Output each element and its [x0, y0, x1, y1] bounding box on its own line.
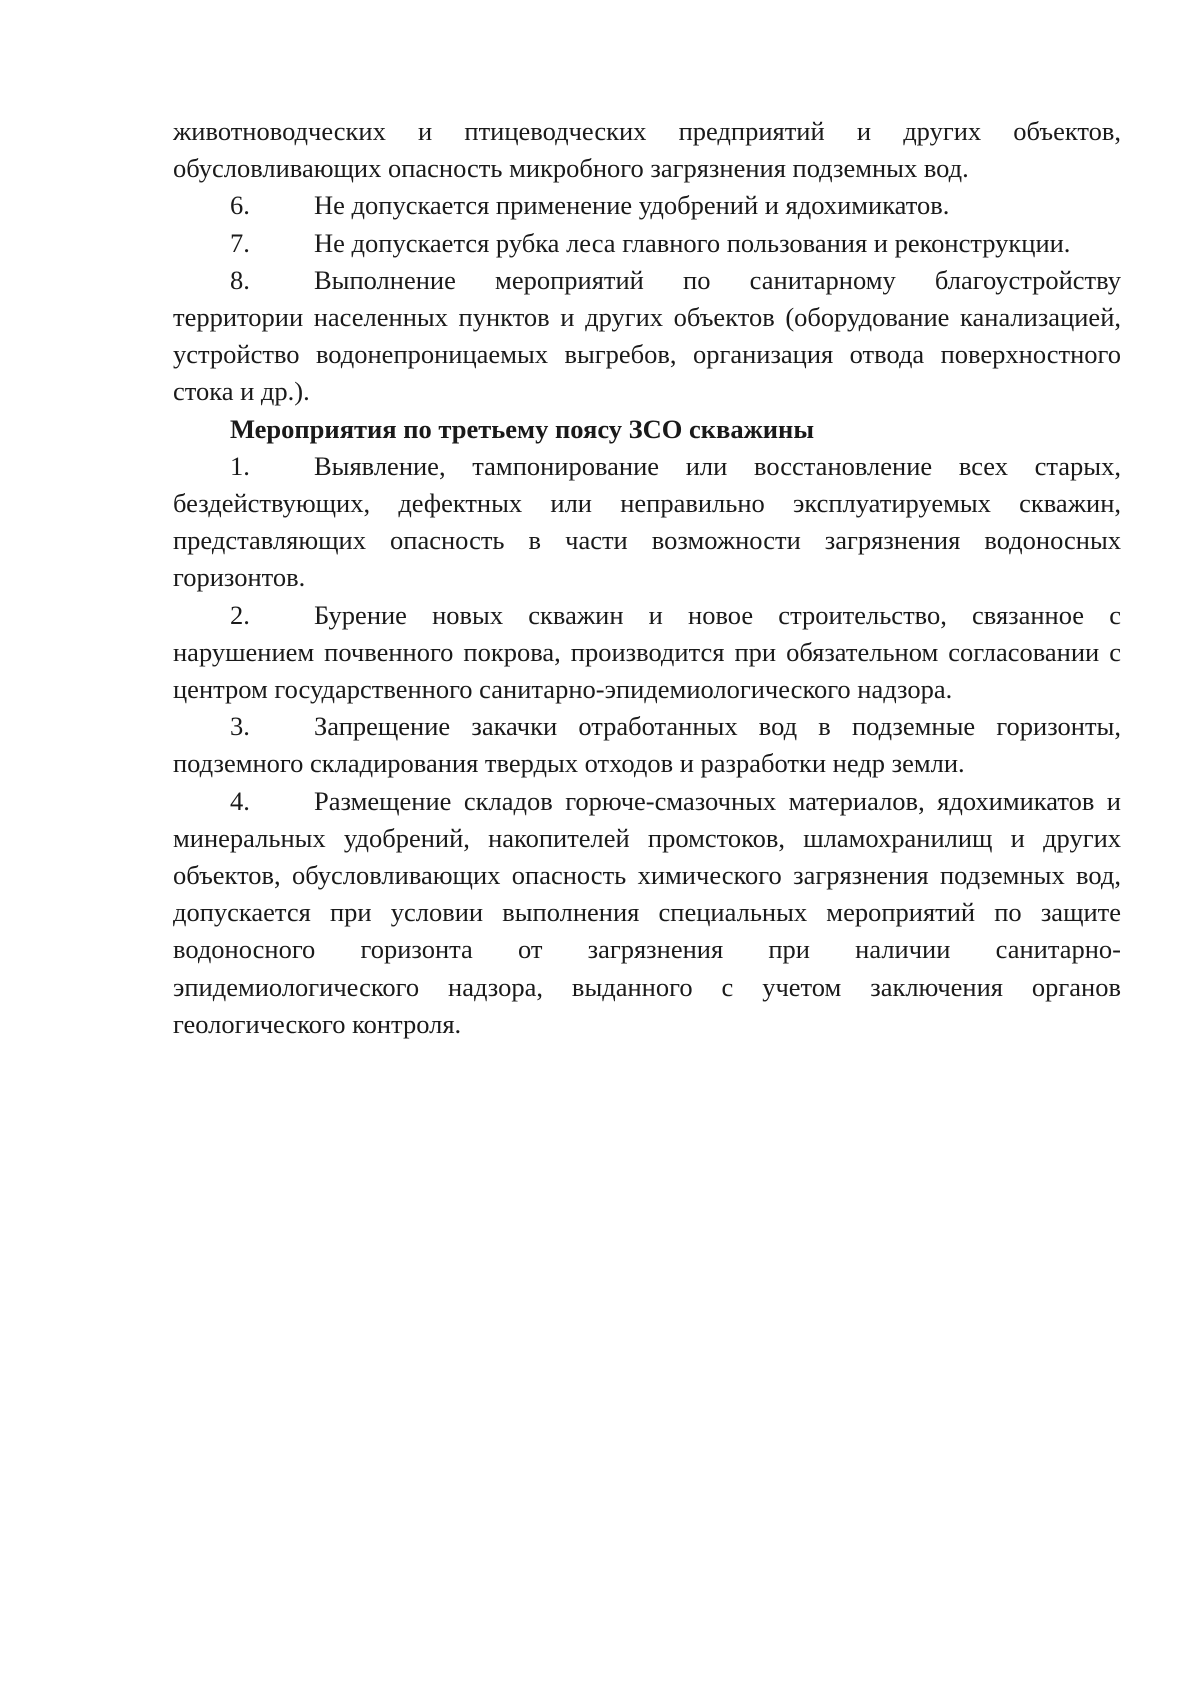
- list-item-number: 2.: [230, 599, 250, 630]
- list-item-2: [173, 597, 1121, 709]
- list-item-number: 4.: [230, 785, 250, 816]
- list-item-4: [173, 783, 1121, 1043]
- list-item-text: Размещение складов горюче-смазочных материалов, ядохимикатов и минеральных удобрений, накопителей промстоков, шламохранилищ и других объектов, обусловливающих опасность химического загрязнения подземных вод, допускается при условии выполнения специальных мероприятий по защите водоносного горизонта от загрязнения при наличии санитарно-эпидемиологического надзора, выданного с учетом заключения органов геологического контроля.: [173, 785, 1121, 1039]
- list-item-text: Выявление, тампонирование или восстановление всех старых, бездействующих, дефектных или неправильно эксплуатируемых скважин, представляющих опасность в части возможности загрязнения водоносных горизонтов.: [173, 450, 1121, 593]
- list-item-text: Выполнение мероприятий по санитарному благоустройству территории населенных пунктов и других объектов (оборудование канализацией, устройство водонепроницаемых выгребов, организация отвода поверхностного стока и др.).: [173, 264, 1121, 407]
- list-item-7: [173, 225, 1121, 262]
- list-item-text: Не допускается рубка леса главного пользования и реконструкции.: [314, 227, 1071, 258]
- list-item-number: 7.: [230, 227, 250, 258]
- list-item-3: [173, 708, 1121, 782]
- section-heading: Мероприятия по третьему поясу ЗСО скважины: [230, 413, 815, 444]
- list-item-text: Не допускается применение удобрений и ядохимикатов.: [314, 190, 950, 221]
- list-item-number: 6.: [230, 190, 250, 221]
- list-item-1: [173, 448, 1121, 597]
- list-item-6: [173, 187, 1121, 224]
- list-item-text: Бурение новых скважин и новое строительство, связанное с нарушением почвенного покрова, производится при обязательном согласовании с центром государственного санитарно-эпидемиологического надзора.: [173, 599, 1121, 705]
- document-body: [173, 113, 1121, 1043]
- continuation-paragraph: животноводческих и птицеводческих предприятий и других объектов, обусловливающих опасность микробного загрязнения подземных вод.: [173, 116, 1121, 184]
- list-item-text: Запрещение закачки отработанных вод в подземные горизонты, подземного складирования твердых отходов и разработки недр земли.: [173, 711, 1121, 779]
- list-item-number: 8.: [230, 264, 250, 295]
- list-item-number: 3.: [230, 711, 250, 742]
- list-item-8: [173, 262, 1121, 411]
- list-item-number: 1.: [230, 450, 250, 481]
